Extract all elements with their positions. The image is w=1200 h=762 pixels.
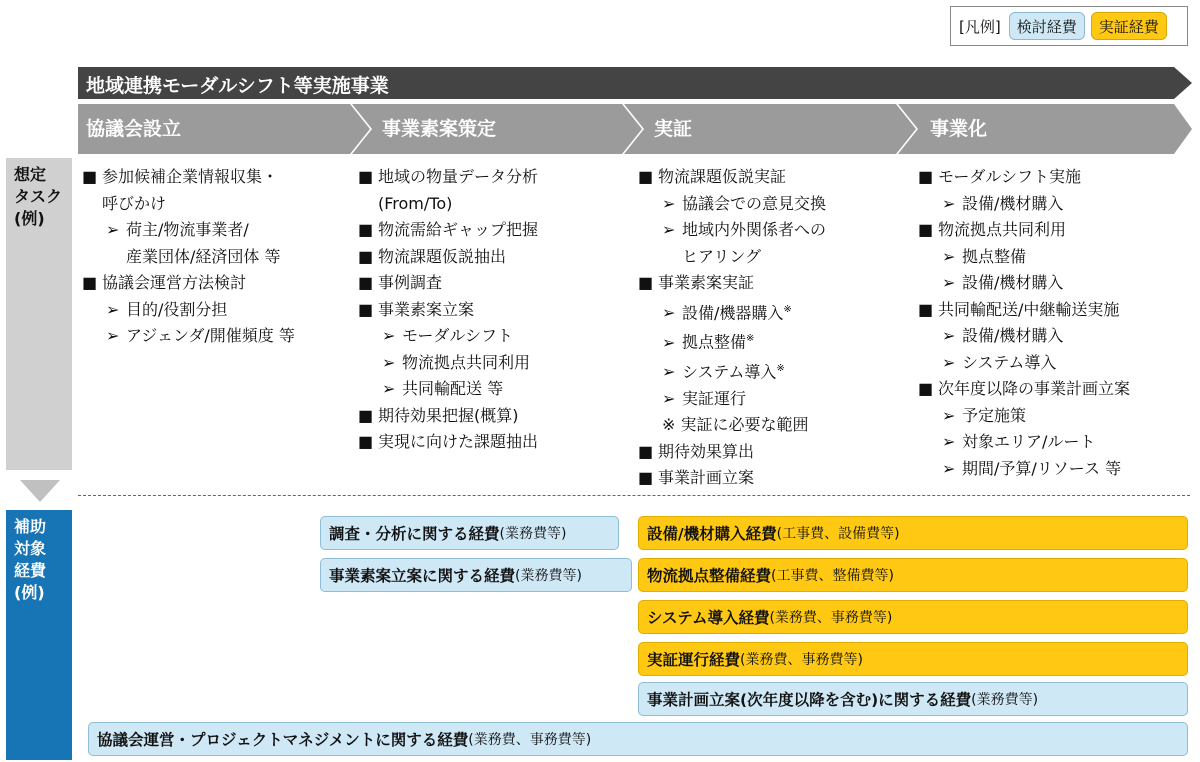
list-item: ➢ 物流拠点共同利用	[382, 352, 531, 372]
tasks-column-business	[918, 164, 1193, 482]
tasks-column-draft	[358, 164, 623, 456]
list-item: ■ 物流需給ギャップ把握	[358, 220, 539, 239]
list-item: ➢ 期間/予算/リソース 等	[942, 458, 1122, 478]
list-item: ➢ 拠点整備※	[662, 332, 755, 352]
expense-bar-survey: 調査・分析に関する経費 (業務費等)	[320, 516, 619, 550]
list-item: ■ モーダルシフト実施	[918, 167, 1081, 186]
legend-demo-chip: 実証経費	[1091, 12, 1167, 40]
down-arrow-icon	[20, 480, 60, 502]
expense-bar-system: システム導入経費 (業務費、事務費等)	[638, 600, 1188, 634]
expense-bar-plan: 事業素案立案に関する経費 (業務費等)	[320, 558, 632, 592]
list-item: ➢ 設備/機材購入	[942, 326, 1064, 345]
tasks-column-council	[82, 164, 352, 350]
stage-label-4: 事業化	[930, 118, 988, 140]
legend-label: [凡例]	[959, 17, 1001, 36]
expense-bar-hub: 物流拠点整備経費 (工事費、整備費等)	[638, 558, 1188, 592]
list-item-cont: ヒアリング	[682, 246, 762, 266]
list-item: ■ 事業計画立案	[638, 468, 755, 488]
tasks-side-label: 想定 タスク (例)	[6, 158, 72, 470]
list-item: ■ 参加候補企業情報収集・	[82, 167, 279, 186]
list-item: ■ 物流課題仮説実証	[638, 167, 787, 186]
list-item: ➢ 予定施策	[942, 405, 1027, 425]
expense-bar-council: 協議会運営・プロジェクトマネジメントに関する経費 (業務費、事務費等)	[88, 722, 1188, 756]
list-item: ➢ 設備/機材購入	[942, 193, 1064, 213]
list-item: ➢ 荷主/物流事業者/	[106, 220, 249, 239]
list-item: ■ 協議会運営方法検討	[82, 273, 247, 292]
list-item: ➢ 共同輸配送 等	[382, 379, 504, 398]
expense-bar-equipment: 設備/機材購入経費 (工事費、設備費等)	[638, 516, 1188, 550]
banner-title: 地域連携モーダルシフト等実施事業	[86, 75, 389, 97]
list-item: ➢ 設備/機材購入	[942, 273, 1064, 292]
expense-bar-bizplan: 事業計画立案(次年度以降を含む)に関する経費 (業務費等)	[638, 682, 1188, 716]
list-item: ■ 事例調査	[358, 273, 443, 292]
list-item: ■ 地域の物量データ分析	[358, 167, 539, 186]
list-item-cont: (From/To)	[378, 193, 453, 213]
list-item: ■ 期待効果算出	[638, 441, 755, 461]
list-item: ■ 実現に向けた課題抽出	[358, 432, 539, 451]
list-item: ➢ アジェンダ/開催頻度 等	[106, 326, 295, 345]
list-item: ■ 次年度以降の事業計画立案	[918, 379, 1131, 398]
list-item-cont: 産業団体/経済団体 等	[126, 246, 281, 266]
list-item: ➢ システム導入※	[662, 362, 785, 382]
list-item: ➢ 拠点整備	[942, 246, 1027, 266]
list-item: ■ 事業素案立案	[358, 299, 475, 319]
list-item: ➢ 協議会での意見交換	[662, 193, 827, 213]
stage-label-2: 事業素案策定	[382, 118, 497, 140]
list-item: ➢ 設備/機器購入※	[662, 302, 792, 322]
list-item-cont: 呼びかけ	[102, 193, 167, 213]
list-item: ➢ 実証運行	[662, 388, 747, 408]
list-item: ➢ 対象エリア/ルート	[942, 432, 1096, 451]
list-item: ➢ 目的/役割分担	[106, 299, 228, 319]
expenses-side-label: 補助 対象 経費 (例)	[6, 510, 72, 760]
expense-bar-operation: 実証運行経費 (業務費、事務費等)	[638, 642, 1188, 676]
stage-label-3: 実証	[654, 118, 693, 140]
dashed-divider	[78, 495, 1190, 496]
footnote: ※ 実証に必要な範囲	[662, 415, 809, 435]
list-item: ■ 期待効果把握(概算)	[358, 405, 519, 425]
legend-study-chip: 検討経費	[1009, 12, 1085, 40]
list-item: ■ 物流拠点共同利用	[918, 220, 1067, 239]
list-item: ➢ 地域内外関係者への	[662, 220, 827, 239]
list-item: ➢ システム導入	[942, 352, 1057, 372]
stage-label-1: 協議会設立	[86, 118, 182, 140]
list-item: ■ 物流課題仮説抽出	[358, 246, 507, 266]
list-item: ➢ モーダルシフト	[382, 326, 513, 345]
tasks-column-demo	[638, 164, 908, 492]
list-item: ■ 事業素案実証	[638, 273, 755, 292]
list-item: ■ 共同輸配送/中継輸送実施	[918, 299, 1120, 319]
